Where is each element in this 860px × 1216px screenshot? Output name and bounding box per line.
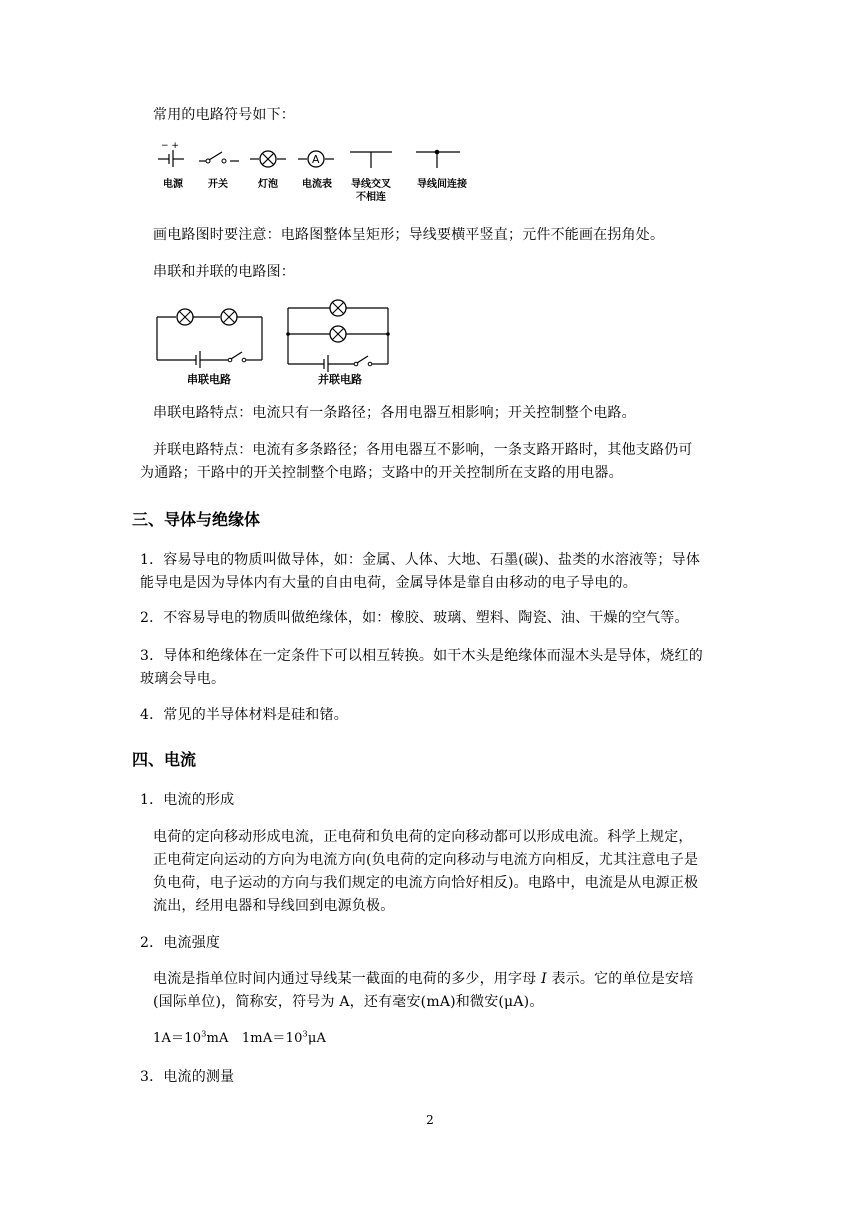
s3-item4: 4．常见的半导体材料是硅和锗。 (140, 707, 348, 723)
bulb-symbol-icon (250, 140, 286, 168)
section4-title: 四、电流 (132, 750, 197, 769)
label-bulb: 灯泡 (258, 179, 278, 190)
parallel-feature-line2: 为通路；干路中的开关控制整个电路；支路中的开关控制所在支路的用电器。 (140, 465, 623, 481)
s4-p1-line3: 负电荷，电子运动的方向与我们规定的电流方向恰好相反)。电路中，电流是从电源正极 (153, 875, 699, 891)
formula-exp2: 3 (302, 1029, 308, 1039)
wire-junction-symbol-icon (416, 140, 460, 168)
series-feature: 串联电路特点：电流只有一条路径；各用电器互相影响；开关控制整个电路。 (153, 405, 636, 421)
s4-subheading1: 1．电流的形成 (140, 792, 235, 808)
s4-p2-text-b: 表示。它的单位是安培 (546, 971, 694, 987)
formula-exp1: 3 (201, 1029, 207, 1039)
label-wire-junction: 导线间连接 (417, 179, 467, 190)
label-ammeter: 电流表 (302, 179, 332, 190)
s3-item3-line1: 3．导体和绝缘体在一定条件下可以相互转换。如干木头是绝缘体而湿木头是导体，烧红的 (140, 648, 703, 664)
s4-p1-line2: 正电荷定向运动的方向为电流方向(负电荷的定向移动与电流方向相反，尤其注意电子是 (153, 852, 699, 868)
s4-subheading2: 2．电流强度 (140, 935, 221, 951)
parallel-feature-line1: 并联电路特点：电流有多条路径；各用电器互不影响，一条支路开路时，其他支路仍可 (153, 442, 693, 458)
intro-text: 常用的电路符号如下： (153, 107, 295, 123)
s3-item1-line2: 能导电是因为导体内有大量的自由电荷，金属导体是靠自由移动的电子导电的。 (140, 575, 637, 591)
formula-part-c: μA (307, 1031, 327, 1046)
formula-part-b: mA 1mA＝10 (206, 1031, 303, 1046)
wire-crossing-symbol-icon (350, 140, 392, 168)
s4-p2-text-a: 电流是指单位时间内通过导线某一截面的电荷的多少，用字母 (153, 971, 542, 987)
label-wire-crossing: 导线交叉 (351, 179, 391, 190)
switch-symbol-icon (198, 140, 240, 168)
s3-item3-line2: 玻璃会导电。 (140, 671, 226, 687)
page-number: 2 (426, 1113, 434, 1127)
unit-conversion-formula (153, 1026, 326, 1052)
series-label: 串联电路 (187, 373, 231, 386)
circuits-intro: 串联和并联的电路图： (153, 264, 295, 280)
parallel-label: 并联电路 (318, 373, 362, 386)
s4-p1-line1: 电荷的定向移动形成电流，正电荷和负电荷的定向移动都可以形成电流。科学上规定， (153, 829, 693, 845)
battery-signs: − + (161, 141, 179, 151)
s4-p2-line2: (国际单位)，简称安，符号为 A，还有毫安(mA)和微安(μA)。 (153, 994, 544, 1010)
current-symbol-letter: I (541, 971, 547, 987)
label-battery: 电源 (163, 179, 183, 190)
battery-symbol-icon (156, 140, 186, 168)
formula-part-a: 1A＝10 (153, 1031, 202, 1046)
s4-p1-line4: 流出，经用电器和导线回到电源负极。 (153, 898, 395, 914)
s4-subheading3: 3．电流的测量 (140, 1069, 235, 1085)
series-circuit-diagram (150, 300, 270, 374)
ammeter-symbol-icon (298, 140, 334, 168)
drawing-note: 画电路图时要注意：电路图整体呈矩形；导线要横平竖直；元件不能画在拐角处。 (153, 227, 665, 243)
s3-item1-line1: 1．容易导电的物质叫做导体，如：金属、人体、大地、石墨(碳)、盐类的水溶液等；导体 (140, 552, 701, 568)
parallel-circuit-diagram (282, 292, 392, 376)
label-not-connected: 不相连 (356, 192, 386, 203)
ammeter-letter: A (312, 153, 320, 166)
s3-item2: 2．不容易导电的物质叫做绝缘体，如：橡胶、玻璃、塑料、陶瓷、油、干燥的空气等。 (140, 610, 689, 626)
section3-title: 三、导体与绝缘体 (132, 510, 261, 529)
label-switch: 开关 (208, 179, 228, 190)
